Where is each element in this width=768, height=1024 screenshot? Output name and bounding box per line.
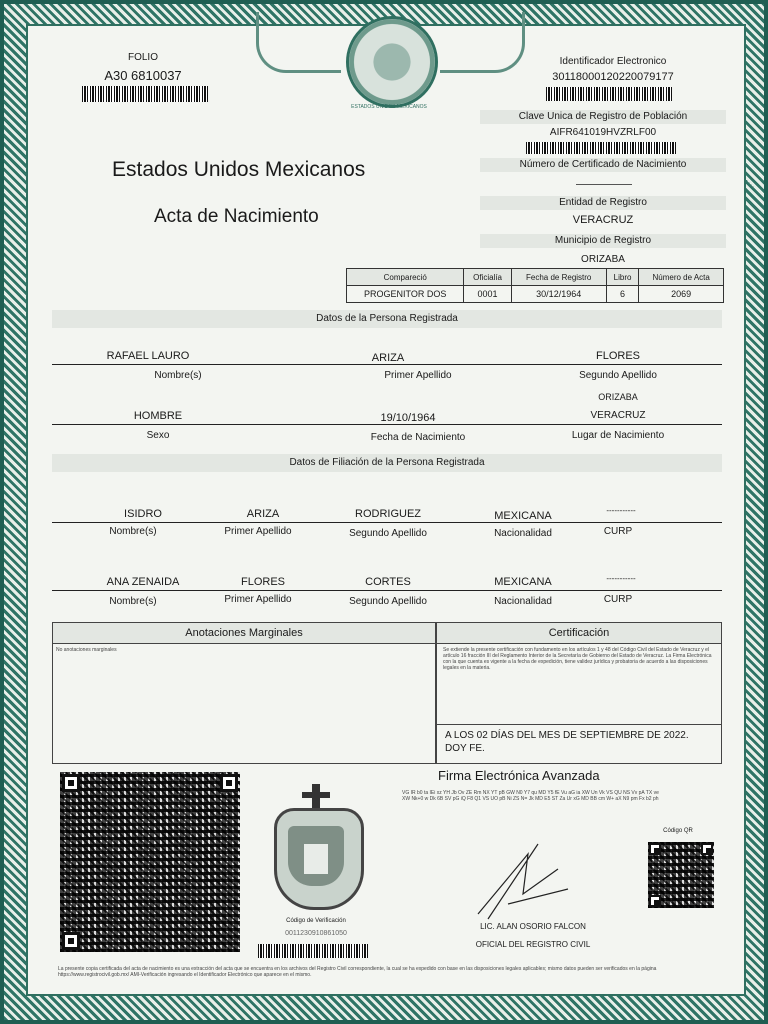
document-title: Acta de Nacimiento	[154, 206, 319, 227]
small-qr-label: Código QR	[663, 828, 693, 834]
padre-line	[52, 522, 722, 523]
madre-nacionalidad: MEXICANA	[494, 576, 552, 588]
large-qr-code	[60, 772, 240, 952]
registrada-segundo-apellido: FLORES	[595, 350, 640, 362]
small-qr-finder-tr	[701, 843, 713, 855]
curp-barcode	[526, 142, 676, 154]
signature-icon	[468, 834, 588, 924]
right-ornament-icon	[440, 12, 525, 73]
firma-hash: VG IR b0 ta IEi xz YH Jb Ov ZE Rm NX YT pB GW N0 Y7 qu MD Y5 fE Vu aG ia XW Un Vk VS QU NS Vv pA TX ve XW Nk+0 w Dk 6B SV pG iQ F8 Q1 VS UO pB Ni ZS N= Jk MD E5 ST Za Ur xG MD BB cm W+ aX N9 pm Fx b2 ph	[402, 790, 659, 802]
madre-line	[52, 590, 722, 591]
certificate-number-label: Número de Certificado de Nacimiento	[480, 158, 726, 172]
padre-nombre-label: Nombre(s)	[109, 526, 157, 537]
madre-nac-label: Nacionalidad	[494, 596, 552, 607]
lugar-estado: VERACRUZ	[590, 410, 646, 421]
qr-finder-tr	[220, 774, 238, 792]
cell-fecha-registro: 30/12/1964	[511, 286, 606, 303]
registrada-fecha-label: Fecha de Nacimiento	[370, 432, 466, 443]
firma-heading: Firma Electrónica Avanzada	[438, 768, 600, 783]
registrada-primer-apellido-label: Primer Apellido	[384, 370, 452, 381]
padre-ap2-label: Segundo Apellido	[349, 528, 427, 539]
header-numero-acta: Número de Acta	[639, 269, 724, 286]
anotaciones-heading: Anotaciones Marginales	[53, 623, 435, 644]
padre-nombre: ISIDRO	[124, 508, 162, 520]
registrada-nombre-label: Nombre(s)	[154, 370, 202, 381]
verificacion-label: Código de Verificación	[286, 918, 346, 924]
folio-barcode	[82, 86, 208, 102]
small-qr-finder-tl	[649, 843, 661, 855]
madre-ap1-label: Primer Apellido	[224, 594, 292, 605]
padre-curp: -----------	[606, 506, 636, 515]
header-libro: Libro	[606, 269, 639, 286]
left-ornament-icon	[256, 12, 341, 73]
veracruz-coat-of-arms-icon	[268, 784, 364, 914]
small-qr-code	[648, 842, 714, 908]
header-fecha-registro: Fecha de Registro	[511, 269, 606, 286]
madre-segundo-apellido: CORTES	[365, 576, 411, 588]
madre-curp-label: CURP	[603, 594, 633, 605]
municipio-label: Municipio de Registro	[480, 234, 726, 248]
certificate-number-line	[576, 184, 632, 185]
folio-number: A30 6810037	[104, 68, 182, 83]
header-oficialia: Oficialía	[464, 269, 511, 286]
registrada-fecha-nacimiento: 19/10/1964	[380, 412, 436, 424]
municipio-value: ORIZABA	[581, 254, 625, 265]
padre-segundo-apellido: RODRIGUEZ	[355, 508, 421, 520]
qr-finder-tl	[62, 774, 80, 792]
seal-text: ESTADOS UNIDOS MEXICANOS	[351, 104, 427, 110]
madre-primer-apellido: FLORES	[240, 576, 285, 588]
footer-disclaimer: La presente copia certificada del acta de nacimiento es una extracción del acta que se encuentra en los archivos del Registro Civil correspondiente, la cual se ha expedido con base en las disposiciones legales aplicables; mismo datos pueden ser verificados en la página https://www.registrocivil.gob.mx/ AMI-Verificación ingresando el Identificador Electrónico que aparece en el mismo.	[58, 966, 657, 978]
header-comparecio: Compareció	[347, 269, 464, 286]
cell-oficialia: 0001	[464, 286, 511, 303]
anotaciones-box	[52, 622, 436, 764]
registrada-heading: Datos de la Persona Registrada	[52, 310, 722, 328]
cell-comparecio: PROGENITOR DOS	[347, 286, 464, 303]
verificacion-code: 0011230910861050	[285, 930, 347, 937]
verificacion-barcode	[258, 944, 368, 958]
cell-numero-acta: 2069	[639, 286, 724, 303]
identificador-number: 30118000120220079177	[552, 71, 674, 83]
folio-label: FOLIO	[127, 52, 158, 63]
madre-ap2-label: Segundo Apellido	[349, 596, 427, 607]
curp-label: Clave Unica de Registro de Población	[480, 110, 726, 124]
certificacion-box	[436, 622, 722, 764]
registrada-primer-apellido: ARIZA	[371, 352, 405, 364]
registrada-line-1	[52, 364, 722, 365]
lugar-municipio: ORIZABA	[598, 392, 638, 402]
small-qr-finder-bl	[649, 895, 661, 907]
padre-ap1-label: Primer Apellido	[224, 526, 292, 537]
certificacion-date: A LOS 02 DÍAS DEL MES DE SEPTIEMBRE DE 2022. DOY FE.	[437, 724, 721, 759]
anotaciones-text: No anotaciones marginales	[56, 647, 117, 653]
identificador-label: Identificador Electronico	[559, 56, 667, 67]
entidad-label: Entidad de Registro	[480, 196, 726, 210]
madre-curp: -----------	[606, 574, 636, 583]
identificador-barcode	[546, 87, 672, 101]
certificacion-text: Se extiende la presente certificación con fundamento en los artículos 1 y 48 del Código Civil del Estado de Veracruz y el artículo 16 fracción III del Reglamento Interior de la Secretaría de Gobierno del Estado de Veracruz. La Firma Electrónica con la que cuenta es vigente a la fecha de expedición, tiene validez jurídica y probatoria de acuerdo a las disposiciones legales en la materia.	[443, 647, 712, 671]
certificacion-heading: Certificación	[437, 623, 721, 644]
padre-primer-apellido: ARIZA	[246, 508, 280, 520]
entidad-value: VERACRUZ	[572, 214, 634, 226]
padre-nac-label: Nacionalidad	[494, 528, 552, 539]
registrada-nombre: RAFAEL LAURO	[106, 350, 190, 362]
curp-value: AIFR641019HVZRLF00	[549, 127, 657, 138]
official-name: LIC. ALAN OSORIO FALCON	[480, 922, 586, 931]
registrada-sexo-label: Sexo	[146, 430, 170, 441]
madre-nombre: ANA ZENAIDA	[106, 576, 180, 588]
official-title: OFICIAL DEL REGISTRO CIVIL	[475, 940, 591, 949]
padre-nacionalidad: MEXICANA	[494, 510, 552, 522]
registrada-sexo: HOMBRE	[133, 410, 183, 422]
qr-finder-bl	[62, 932, 80, 950]
registrada-line-2	[52, 424, 722, 425]
comparecio-table	[346, 268, 724, 303]
registrada-lugar-label: Lugar de Nacimiento	[571, 430, 665, 441]
filiacion-heading: Datos de Filiación de la Persona Registrada	[52, 454, 722, 472]
cell-libro: 6	[606, 286, 639, 303]
national-seal-icon	[346, 16, 438, 108]
birth-certificate-page	[26, 24, 746, 996]
registrada-segundo-apellido-label: Segundo Apellido	[579, 370, 657, 381]
country-title: Estados Unidos Mexicanos	[112, 158, 366, 181]
madre-nombre-label: Nombre(s)	[109, 596, 157, 607]
padre-curp-label: CURP	[603, 526, 633, 537]
